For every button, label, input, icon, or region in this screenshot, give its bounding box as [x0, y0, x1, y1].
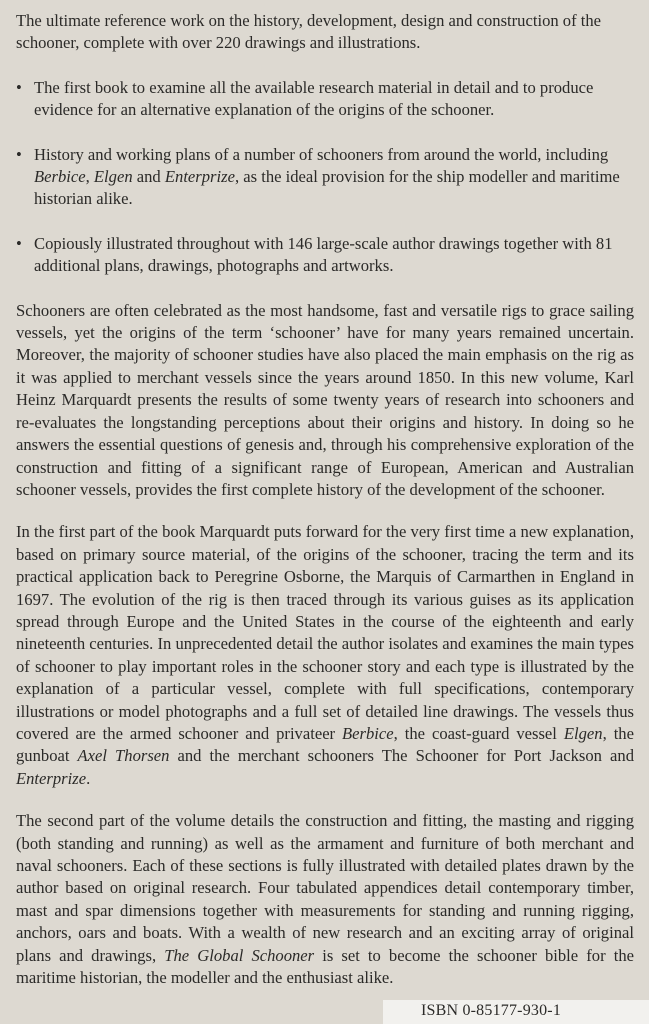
list-item	[16, 233, 634, 278]
text-run: , the coast-guard vessel	[393, 723, 564, 743]
text-run: .	[86, 768, 91, 788]
text-run: , the gunboat	[16, 723, 634, 766]
list-item-text: The first book to examine all the available research material in detail and to produce evidence for an alternative explanation of the origins of the schooner.	[34, 77, 594, 120]
feature-list	[16, 77, 634, 278]
isbn-label	[383, 1000, 649, 1024]
text-run: is set to become the schooner bible for the maritime historian, the modeller and the enthusiast alike.	[16, 945, 634, 988]
vessel-name: Axel Thorsen	[77, 746, 170, 766]
vessel-name: Elgen	[563, 723, 603, 743]
bullet-icon: •	[16, 233, 22, 253]
isbn-number: ISBN 0-85177-930-1	[421, 1002, 562, 1019]
vessel-name: Berbice	[342, 723, 394, 743]
description-paragraph-1: Schooners are often celebrated as the most handsome, fast and versatile rigs to grace sailing vessels, yet the origins of the term ‘schooner’ have for many years remained uncertain. Moreover, the majority of schooner studies have also placed the main emphasis on the rig as it was applied to merchant vessels since the years around 1850. In this new volume, Karl Heinz Marquardt presents the results of some twenty years of research into schooners and re-evaluates the longstanding perceptions about their origins and history. In doing so he answers the essential questions of genesis and, through his comprehensive exploration of the construction and fitting of a significant range of European, American and Australian schooner vessels, provides the first complete history of the development of the schooner.	[16, 300, 634, 499]
text-run: and the merchant schooners The Schooner for Port Jackson and	[169, 746, 634, 766]
text-run: ,	[85, 167, 94, 187]
list-item-text	[34, 145, 620, 209]
description-paragraph-2	[16, 521, 634, 790]
list-item-text: Copiously illustrated throughout with 146 large-scale author drawings together with 81 additional plans, drawings, photographs and artworks.	[34, 233, 613, 276]
description-paragraph-3	[16, 810, 634, 989]
vessel-name: Enterprize	[16, 768, 87, 788]
list-item	[16, 77, 634, 122]
list-item	[16, 144, 634, 211]
bullet-icon: •	[16, 144, 22, 164]
text-run: In the first part of the book Marquardt puts forward for the very first time a new explanation, based on primary source material, of the origins of the schooner, tracing the term and its practical application back to Peregrine Osborne, the Marquis of Carmarthen in England in 1697. The evolution of the rig is then traced through its various guises as its application spread through Europe and the United States in the course of the eighteenth and early nineteenth centuries. In unprecedented detail the author isolates and examines the main types of schooner to play important roles in the schooner story and each type is illustrated by the explanation of a particular vessel, complete with full specifications, contemporary illustrations or model photographs and a full set of detailed line drawings. The vessels thus covered are the armed schooner and privateer	[16, 522, 634, 743]
text-run: History and working plans of a number of schooners from around the world, including	[34, 144, 609, 164]
back-cover-text	[16, 10, 634, 1009]
book-title: The Global Schooner	[164, 945, 315, 965]
text-run: , as the ideal provision for the ship modeller and maritime historian alike.	[34, 167, 620, 209]
vessel-name: Enterprize	[164, 167, 235, 187]
text-run: and	[132, 167, 165, 187]
intro-paragraph: The ultimate reference work on the history, development, design and construction of the schooner, complete with over 220 drawings and illustrations.	[16, 11, 602, 53]
text-run: The second part of the volume details the construction and fitting, the masting and rigging (both standing and running) as well as the armament and furniture of both merchant and naval schooners. Each of these sections is fully illustrated with detailed plates drawn by the author based on original research. Four tabulated appendices detail contemporary timber, mast and spar dimensions together with measurements for standing and running rigging, anchors, oars and boats. With a wealth of new research and an exciting array of original plans and drawings,	[16, 811, 634, 965]
vessel-name: Elgen	[93, 167, 133, 187]
bullet-icon: •	[16, 77, 22, 97]
vessel-name: Berbice	[34, 167, 86, 187]
